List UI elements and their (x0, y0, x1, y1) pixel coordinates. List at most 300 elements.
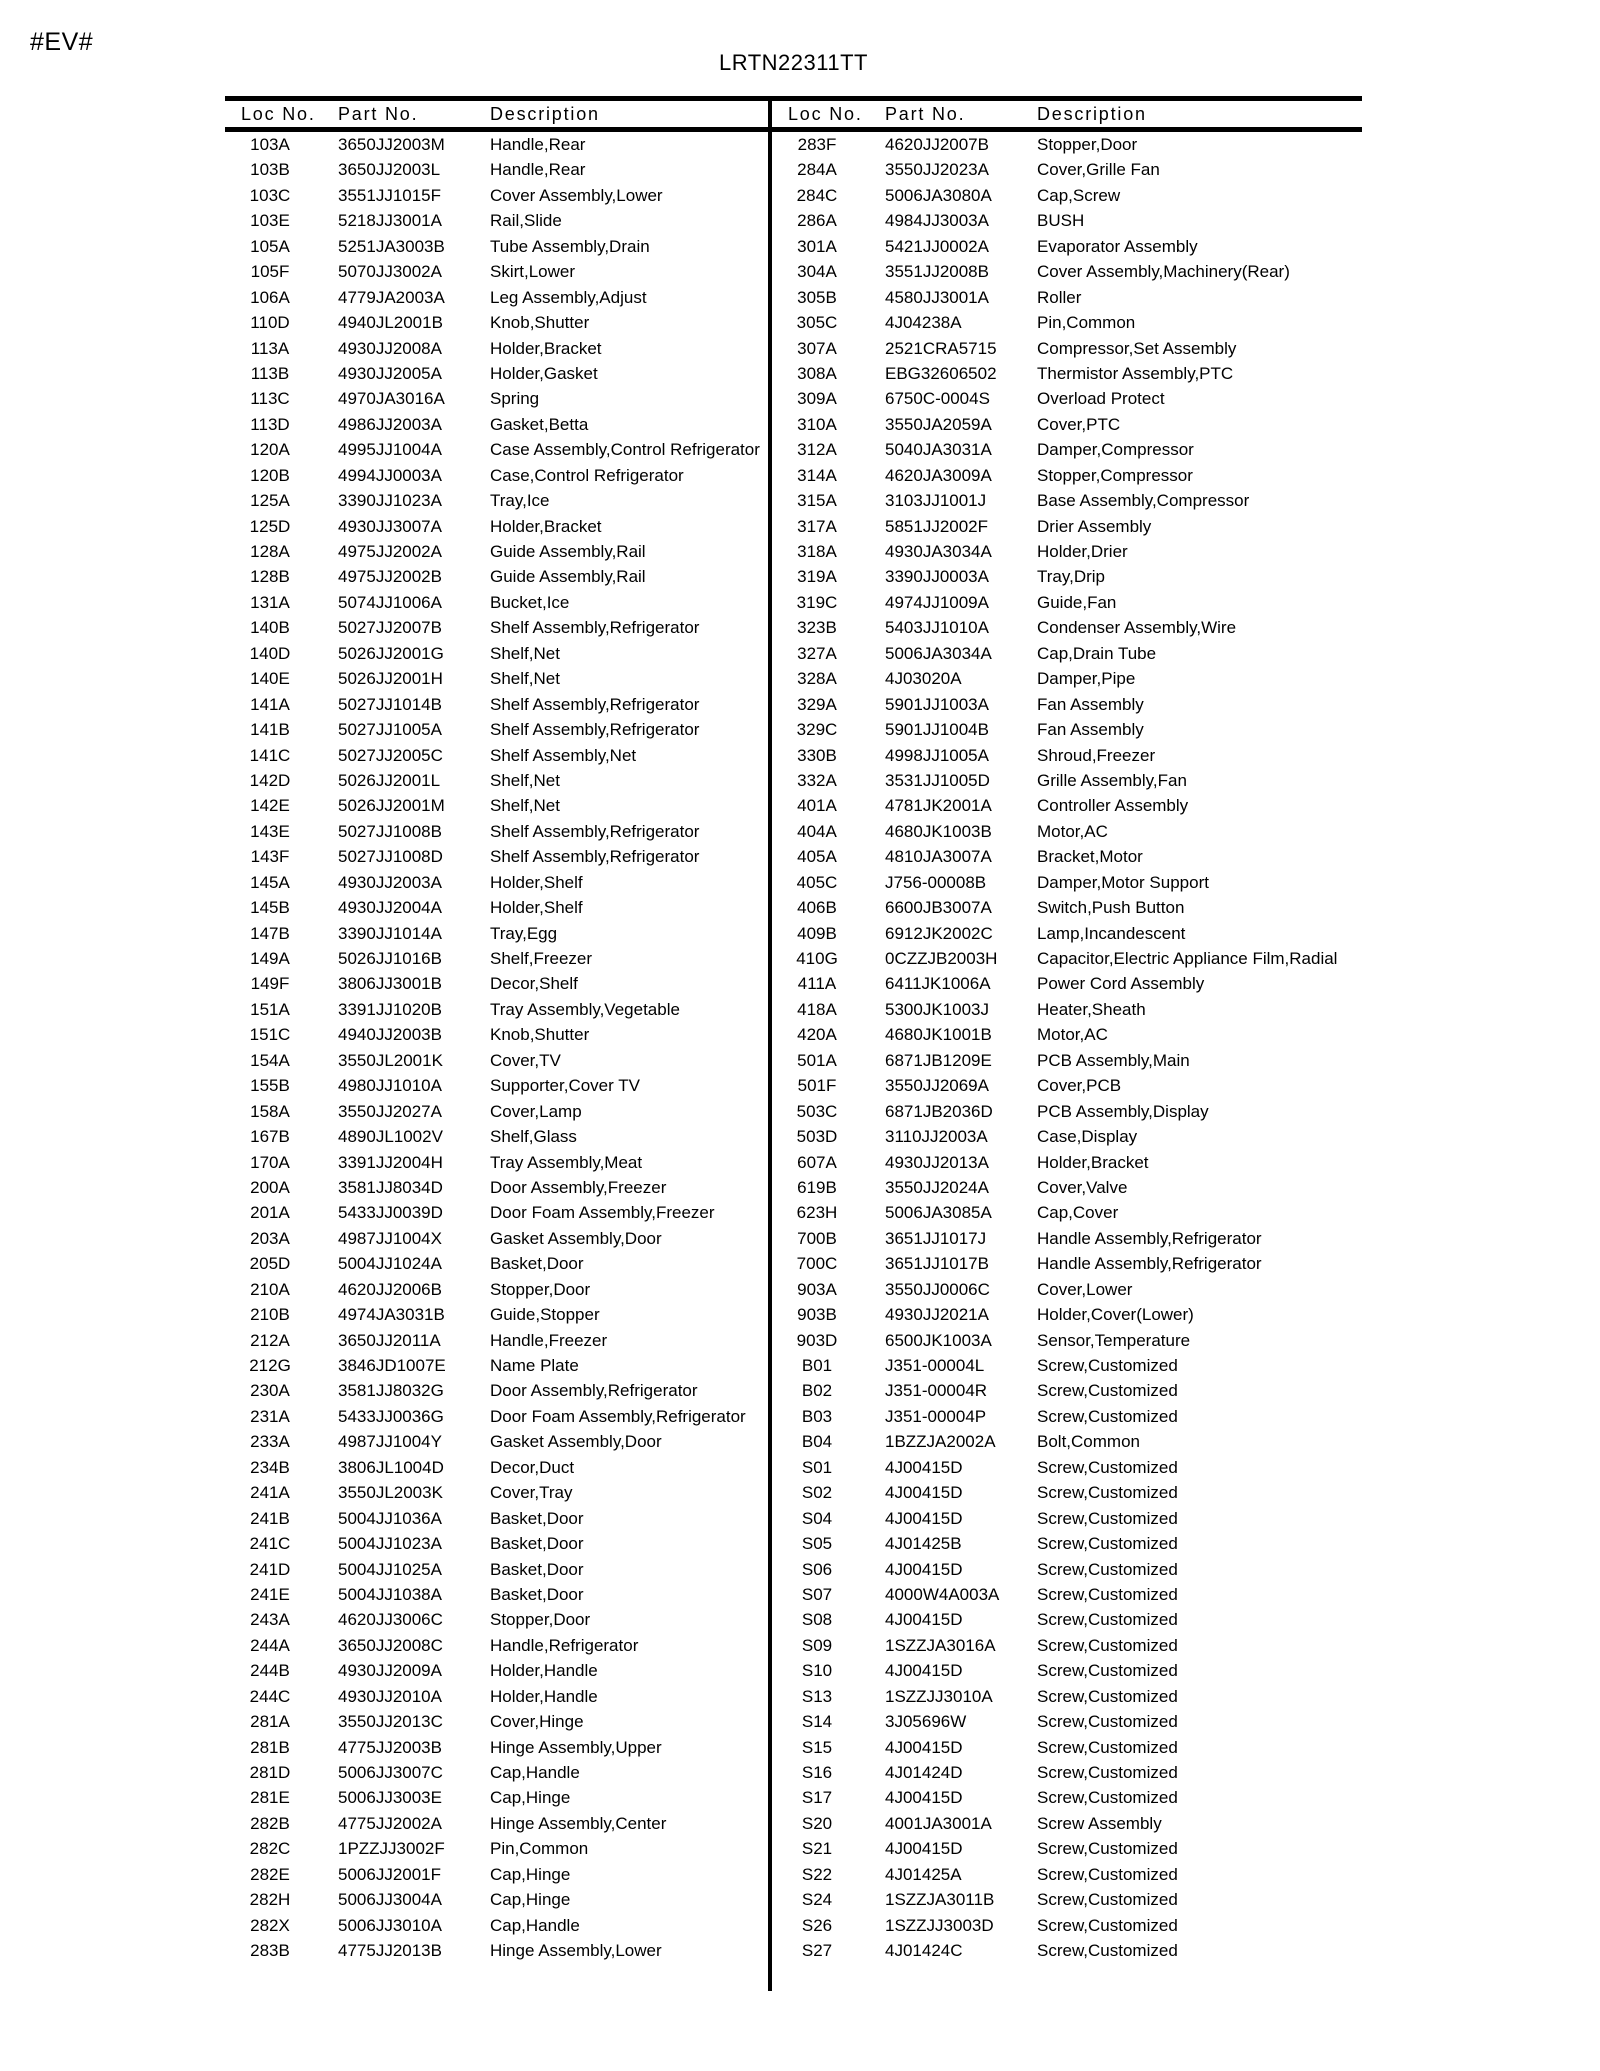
description-cell: Screw,Customized (1037, 1686, 1178, 1706)
loc-no-cell: 304A (797, 262, 837, 282)
part-no-cell: 6500JK1003A (885, 1330, 992, 1350)
loc-no-cell: 319A (797, 567, 837, 587)
table-row (772, 615, 1362, 640)
description-cell: Shelf Assembly,Refrigerator (490, 821, 700, 841)
part-no-cell: 4930JJ2008A (338, 338, 442, 358)
table-row (772, 1150, 1362, 1175)
description-cell: Hinge Assembly,Lower (490, 1941, 662, 1961)
parts-column-right (772, 132, 1362, 1964)
description-cell: Holder,Gasket (490, 363, 598, 383)
description-cell: Holder,Shelf (490, 898, 583, 918)
description-cell: Roller (1037, 287, 1082, 307)
part-no-cell: 5006JJ2001F (338, 1864, 442, 1884)
loc-no-cell: S22 (801, 1864, 833, 1884)
table-row (772, 1811, 1362, 1836)
table-row (772, 844, 1362, 869)
loc-no-cell: 154A (250, 1050, 290, 1070)
part-no-cell: 5433JJ0036G (338, 1406, 444, 1426)
description-cell: Bucket,Ice (490, 592, 570, 612)
part-no-cell: 5026JJ2001M (338, 796, 445, 816)
part-no-cell: 3650JJ2008C (338, 1635, 443, 1655)
part-no-cell: 4J00415D (885, 1737, 963, 1757)
loc-no-cell: 244C (249, 1686, 291, 1706)
description-cell: Damper,Motor Support (1037, 872, 1209, 892)
table-row (772, 819, 1362, 844)
table-row (225, 971, 772, 996)
table-row (225, 1862, 772, 1887)
part-no-cell: 5004JJ1038A (338, 1584, 442, 1604)
loc-no-cell: 205D (249, 1254, 291, 1274)
table-row (225, 1633, 772, 1658)
part-no-cell: 6411JK1006A (885, 974, 991, 994)
page-marker: #EV# (30, 28, 94, 56)
description-cell: Pin,Common (490, 1839, 589, 1859)
part-no-cell: 4J01424C (885, 1941, 963, 1961)
description-cell: Handle,Rear (490, 135, 586, 154)
part-no-cell: 5421JJ0002A (885, 236, 989, 256)
loc-no-cell: 623H (796, 1203, 838, 1223)
description-cell: Cover,Valve (1037, 1177, 1128, 1197)
part-no-cell: 4987JJ1004X (338, 1228, 442, 1248)
table-row (225, 1785, 772, 1810)
part-no-cell: 5027JJ2005C (338, 745, 443, 765)
description-cell: Name Plate (490, 1356, 579, 1375)
table-row (225, 1175, 772, 1200)
loc-no-cell: 201A (250, 1203, 290, 1223)
table-row (772, 1429, 1362, 1454)
description-cell: Cover Assembly,Machinery(Rear) (1037, 262, 1290, 282)
description-cell: Shelf,Freezer (490, 949, 593, 968)
part-no-cell: 3550JA2059A (885, 414, 992, 434)
description-cell: Sensor,Temperature (1037, 1330, 1191, 1350)
description-cell: Basket,Door (490, 1584, 584, 1604)
part-no-cell: 1BZZJA2002A (885, 1432, 996, 1452)
part-no-cell: 3531JJ1005D (885, 770, 990, 790)
part-no-cell: 4975JJ2002B (338, 567, 442, 587)
description-cell: Cap,Drain Tube (1037, 643, 1157, 663)
part-no-cell: 5403JJ1010A (885, 618, 989, 638)
description-cell: Cover,PTC (1037, 414, 1121, 434)
table-row (772, 1557, 1362, 1582)
description-cell: Stopper,Door (1037, 135, 1138, 154)
part-no-cell: 4930JA3034A (885, 542, 992, 561)
loc-no-cell: 317A (797, 516, 837, 536)
description-cell: Cover Assembly,Lower (490, 185, 663, 205)
loc-no-cell: 149F (250, 974, 290, 994)
part-no-cell: 5026JJ2001G (338, 643, 444, 663)
loc-no-cell: 241D (249, 1559, 291, 1579)
loc-no-cell: 103B (250, 160, 290, 180)
description-cell: Bolt,Common (1037, 1432, 1140, 1452)
description-cell: Screw,Customized (1037, 1763, 1178, 1782)
part-no-cell: 3391JJ1020B (338, 999, 442, 1019)
description-cell: BUSH (1037, 211, 1085, 231)
part-no-cell: 0CZZJB2003H (885, 949, 998, 968)
table-row (225, 1251, 772, 1276)
part-no-cell: J351-00004L (885, 1356, 985, 1375)
loc-no-cell: 323B (797, 618, 837, 638)
table-row (225, 666, 772, 691)
description-cell: Screw,Customized (1037, 1839, 1178, 1859)
description-cell: Screw,Customized (1037, 1483, 1178, 1503)
loc-no-cell: 281D (249, 1763, 291, 1782)
loc-no-cell: 332A (797, 770, 837, 790)
table-row (772, 1480, 1362, 1505)
description-cell: Door Foam Assembly,Freezer (490, 1203, 715, 1223)
loc-no-cell: 231A (250, 1406, 290, 1426)
description-cell: Shelf Assembly,Refrigerator (490, 694, 700, 714)
part-no-cell: 5006JA3085A (885, 1203, 992, 1223)
part-no-cell: 4620JJ2007B (885, 135, 989, 154)
part-no-cell: J756-00008B (885, 872, 987, 892)
description-cell: Door Foam Assembly,Refrigerator (490, 1406, 746, 1426)
part-no-cell: 3550JJ2013C (338, 1712, 443, 1732)
table-row (772, 208, 1362, 233)
table-row (772, 1328, 1362, 1353)
part-no-cell: 4680JK1003B (885, 821, 992, 841)
part-no-cell: 3581JJ8034D (338, 1177, 443, 1197)
loc-no-cell: 141B (250, 720, 290, 740)
loc-no-cell: 503D (796, 1127, 838, 1147)
description-cell: Screw,Customized (1037, 1381, 1178, 1401)
table-row (772, 463, 1362, 488)
description-cell: Overload Protect (1037, 389, 1165, 409)
description-cell: Door Assembly,Refrigerator (490, 1381, 698, 1401)
col-header-loc-no: Loc No. (788, 103, 863, 124)
part-no-cell: 4779JA2003A (338, 287, 445, 307)
part-no-cell: 4975JJ2002A (338, 542, 442, 561)
loc-no-cell: S06 (801, 1559, 833, 1579)
description-cell: Basket,Door (490, 1534, 584, 1554)
part-no-cell: 4930JJ2005A (338, 363, 442, 383)
description-cell: Cap,Cover (1037, 1203, 1119, 1223)
part-no-cell: 5027JJ1008B (338, 821, 442, 841)
table-row (772, 1887, 1362, 1912)
part-no-cell: 4994JJ0003A (338, 465, 442, 485)
description-cell: Cover,Hinge (490, 1712, 584, 1732)
loc-no-cell: 141A (250, 694, 290, 714)
part-no-cell: 4930JJ2010A (338, 1686, 442, 1706)
table-row (772, 1353, 1362, 1378)
table-row (772, 132, 1362, 157)
loc-no-cell: 328A (797, 669, 837, 689)
loc-no-cell: 282C (249, 1839, 291, 1859)
description-cell: Case,Display (1037, 1127, 1138, 1147)
table-row (225, 361, 772, 386)
description-cell: Screw,Customized (1037, 1457, 1178, 1477)
part-no-cell: 6600JB3007A (885, 898, 992, 918)
table-row (225, 463, 772, 488)
description-cell: Cap,Handle (490, 1763, 580, 1782)
table-row (225, 1200, 772, 1225)
description-cell: Decor,Duct (490, 1457, 575, 1477)
table-row (225, 1328, 772, 1353)
part-no-cell: 4995JJ1004A (338, 440, 442, 460)
table-row (772, 1531, 1362, 1556)
part-no-cell: 1PZZJJ3002F (338, 1839, 445, 1859)
loc-no-cell: 233A (250, 1432, 290, 1452)
loc-no-cell: S21 (801, 1839, 833, 1859)
loc-no-cell: 143E (250, 821, 290, 841)
col-header-loc-no: Loc No. (241, 103, 316, 124)
table-row (225, 183, 772, 208)
part-no-cell: 4930JJ2013A (885, 1152, 989, 1172)
part-no-cell: 5006JA3034A (885, 643, 992, 663)
part-no-cell: 6871JB1209E (885, 1050, 992, 1070)
loc-no-cell: 210B (250, 1305, 290, 1325)
loc-no-cell: 167B (250, 1127, 290, 1147)
loc-no-cell: 281A (250, 1712, 290, 1732)
table-row (225, 1455, 772, 1480)
description-cell: Supporter,Cover TV (490, 1076, 640, 1096)
table-row (772, 692, 1362, 717)
table-row (225, 1557, 772, 1582)
table-row (772, 793, 1362, 818)
description-cell: Controller Assembly (1037, 796, 1189, 816)
table-header (225, 96, 1362, 132)
loc-no-cell: 113C (250, 389, 290, 409)
description-cell: Lamp,Incandescent (1037, 923, 1186, 943)
part-no-cell: 3806JL1004D (338, 1457, 444, 1477)
table-row (772, 564, 1362, 589)
table-row (225, 539, 772, 564)
table-row (225, 1938, 772, 1963)
table-row (225, 514, 772, 539)
description-cell: Gasket,Betta (490, 414, 589, 434)
part-no-cell: 5027JJ2007B (338, 618, 442, 638)
description-cell: Decor,Shelf (490, 974, 578, 994)
table-row (772, 336, 1362, 361)
loc-no-cell: S27 (801, 1941, 833, 1961)
table-row (225, 997, 772, 1022)
table-header-left (225, 104, 772, 125)
table-row (772, 641, 1362, 666)
description-cell: Shelf,Net (490, 770, 560, 790)
description-cell: Cover,Tray (490, 1483, 573, 1503)
loc-no-cell: 170A (250, 1152, 290, 1172)
description-cell: Basket,Door (490, 1559, 584, 1579)
loc-no-cell: 128B (250, 567, 290, 587)
description-cell: Screw,Customized (1037, 1941, 1178, 1961)
part-no-cell: J351-00004P (885, 1406, 987, 1426)
loc-no-cell: 284C (796, 185, 838, 205)
description-cell: Tray,Ice (490, 491, 550, 511)
table-row (772, 1048, 1362, 1073)
loc-no-cell: S05 (801, 1534, 833, 1554)
table-row (225, 921, 772, 946)
table-row (225, 1506, 772, 1531)
part-no-cell: 5251JA3003B (338, 236, 445, 256)
loc-no-cell: 903D (796, 1330, 838, 1350)
loc-no-cell: 301A (797, 236, 837, 256)
part-no-cell: 5074JJ1006A (338, 592, 442, 612)
loc-no-cell: 230A (250, 1381, 290, 1401)
part-no-cell: 4974JA3031B (338, 1305, 445, 1325)
description-cell: Cap,Hinge (490, 1788, 571, 1808)
loc-no-cell: 286A (797, 211, 837, 231)
description-cell: Gasket Assembly,Door (490, 1432, 662, 1452)
loc-no-cell: 330B (797, 745, 837, 765)
part-no-cell: 5006JJ3007C (338, 1763, 443, 1782)
description-cell: Handle Assembly,Refrigerator (1037, 1254, 1262, 1274)
table-row (772, 1455, 1362, 1480)
loc-no-cell: 420A (797, 1025, 837, 1045)
table-row (225, 1099, 772, 1124)
table-row (772, 768, 1362, 793)
loc-no-cell: 503C (796, 1101, 838, 1121)
table-row (772, 666, 1362, 691)
table-row (225, 1048, 772, 1073)
description-cell: Screw,Customized (1037, 1915, 1178, 1935)
table-row (225, 285, 772, 310)
description-cell: Screw,Customized (1037, 1534, 1178, 1554)
description-cell: Cover,PCB (1037, 1076, 1122, 1096)
loc-no-cell: 282B (250, 1813, 290, 1833)
loc-no-cell: 307A (797, 338, 837, 358)
description-cell: Cap,Handle (490, 1915, 580, 1935)
table-row (225, 844, 772, 869)
loc-no-cell: S10 (801, 1661, 833, 1681)
loc-no-cell: 903B (797, 1305, 837, 1325)
description-cell: Case Assembly,Control Refrigerator (490, 440, 760, 460)
table-row (772, 870, 1362, 895)
table-row (225, 157, 772, 182)
loc-no-cell: 501F (797, 1076, 837, 1096)
description-cell: Tray Assembly,Vegetable (490, 999, 680, 1019)
description-cell: Screw,Customized (1037, 1559, 1178, 1579)
part-no-cell: 1SZZJA3016A (885, 1635, 996, 1655)
loc-no-cell: 140E (250, 669, 290, 689)
part-no-cell: 5006JJ3003E (338, 1788, 442, 1808)
loc-no-cell: S07 (801, 1584, 833, 1604)
table-row (772, 1735, 1362, 1760)
part-no-cell: 4J01425A (885, 1864, 962, 1884)
table-row (772, 1378, 1362, 1403)
description-cell: Holder,Shelf (490, 872, 583, 892)
loc-no-cell: 158A (250, 1101, 290, 1121)
description-cell: Guide,Stopper (490, 1305, 600, 1325)
description-cell: Tube Assembly,Drain (490, 236, 650, 256)
part-no-cell: 3846JD1007E (338, 1356, 446, 1375)
loc-no-cell: 244A (250, 1635, 290, 1655)
loc-no-cell: 329C (796, 720, 838, 740)
part-no-cell: 4J00415D (885, 1661, 963, 1681)
table-row (772, 437, 1362, 462)
part-no-cell: 6750C-0004S (885, 389, 990, 409)
loc-no-cell: 305B (797, 287, 837, 307)
loc-no-cell: 212A (250, 1330, 290, 1350)
table-row (225, 692, 772, 717)
table-row (225, 870, 772, 895)
loc-no-cell: 151C (249, 1025, 291, 1045)
loc-no-cell: 329A (797, 694, 837, 714)
description-cell: Screw,Customized (1037, 1864, 1178, 1884)
loc-no-cell: 315A (797, 491, 837, 511)
description-cell: Skirt,Lower (490, 262, 576, 282)
description-cell: Cover,Lamp (490, 1101, 582, 1121)
loc-no-cell: 212G (249, 1356, 291, 1375)
description-cell: Stopper,Door (490, 1610, 591, 1630)
table-row (225, 488, 772, 513)
loc-no-cell: 131A (250, 592, 290, 612)
description-cell: Shroud,Freezer (1037, 745, 1156, 765)
part-no-cell: 1SZZJJ3003D (885, 1915, 994, 1935)
part-no-cell: 4J00415D (885, 1483, 963, 1503)
table-row (772, 1404, 1362, 1429)
part-no-cell: 5006JJ3010A (338, 1915, 442, 1935)
loc-no-cell: S01 (801, 1457, 833, 1477)
loc-no-cell: 405A (797, 847, 837, 867)
description-cell: Drier Assembly (1037, 516, 1152, 536)
table-row (225, 132, 772, 157)
part-no-cell: 3551JJ1015F (338, 185, 442, 205)
part-no-cell: 3110JJ2003A (885, 1127, 988, 1147)
table-row (772, 997, 1362, 1022)
table-row (225, 1073, 772, 1098)
part-no-cell: 4J00415D (885, 1839, 963, 1859)
loc-no-cell: 418A (797, 999, 837, 1019)
loc-no-cell: 406B (797, 898, 837, 918)
loc-no-cell: 282H (249, 1890, 291, 1910)
loc-no-cell: 401A (797, 796, 837, 816)
table-row (772, 717, 1362, 742)
loc-no-cell: B03 (801, 1406, 833, 1426)
loc-no-cell: S02 (801, 1483, 833, 1503)
description-cell: Shelf,Net (490, 643, 560, 663)
description-cell: Shelf,Net (490, 796, 560, 816)
part-no-cell: 4J04238A (885, 313, 962, 333)
table-row (772, 183, 1362, 208)
table-row (225, 768, 772, 793)
description-cell: PCB Assembly,Display (1037, 1101, 1209, 1121)
loc-no-cell: 120A (250, 440, 290, 460)
part-no-cell: 4J00415D (885, 1788, 963, 1808)
part-no-cell: 3550JJ2069A (885, 1076, 989, 1096)
part-no-cell: 5026JJ1016B (338, 949, 442, 968)
part-no-cell: 2521CRA5715 (885, 338, 997, 358)
description-cell: Guide,Fan (1037, 592, 1117, 612)
table-row (225, 1582, 772, 1607)
loc-no-cell: 143F (250, 847, 290, 867)
table-row (225, 1022, 772, 1047)
part-no-cell: 5004JJ1023A (338, 1534, 442, 1554)
description-cell: Leg Assembly,Adjust (490, 287, 647, 307)
part-no-cell: 4J00415D (885, 1610, 963, 1630)
description-cell: Guide Assembly,Rail (490, 542, 646, 561)
description-cell: Damper,Compressor (1037, 440, 1194, 460)
description-cell: Screw,Customized (1037, 1356, 1178, 1375)
part-no-cell: 4620JJ2006B (338, 1279, 442, 1299)
table-row (225, 1353, 772, 1378)
description-cell: Handle,Refrigerator (490, 1635, 639, 1655)
table-row (772, 921, 1362, 946)
description-cell: Screw,Customized (1037, 1661, 1178, 1681)
description-cell: Compressor,Set Assembly (1037, 338, 1237, 358)
loc-no-cell: 411A (797, 974, 837, 994)
part-no-cell: 1SZZJA3011B (885, 1890, 995, 1910)
description-cell: Grille Assembly,Fan (1037, 770, 1187, 790)
description-cell: Stopper,Compressor (1037, 465, 1193, 485)
part-no-cell: 5004JJ1036A (338, 1508, 442, 1528)
loc-no-cell: 203A (250, 1228, 290, 1248)
part-no-cell: 3390JJ1023A (338, 491, 442, 511)
description-cell: Condenser Assembly,Wire (1037, 618, 1237, 638)
part-no-cell: 4940JL2001B (338, 313, 443, 333)
part-no-cell: 4775JJ2003B (338, 1737, 442, 1757)
part-no-cell: 4930JJ3007A (338, 516, 442, 536)
part-no-cell: 4930JJ2003A (338, 872, 442, 892)
table-row (772, 1760, 1362, 1785)
